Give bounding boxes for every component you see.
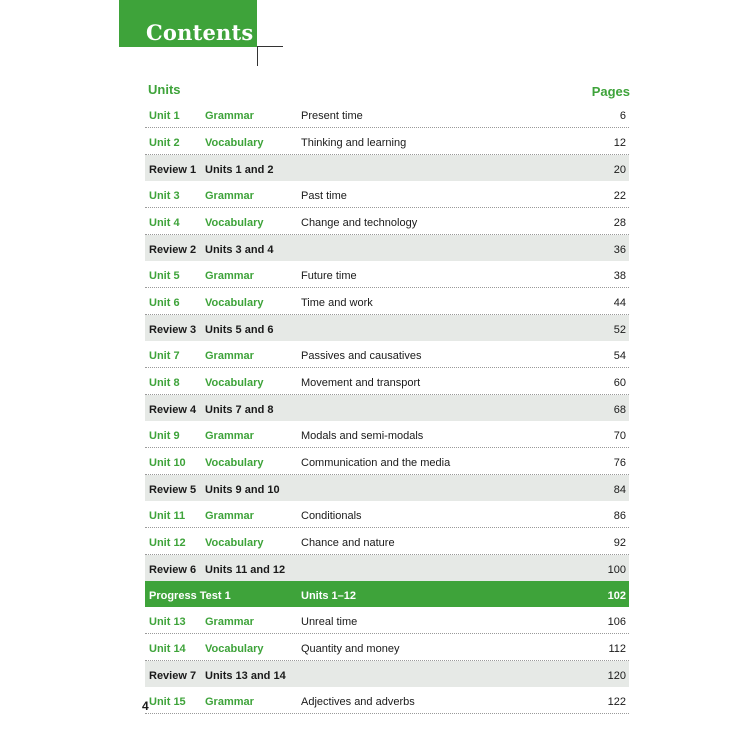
toc-row-unit [145, 181, 629, 208]
toc-row-unit [145, 528, 629, 555]
toc-page-number: 28 [613, 217, 626, 229]
toc-page-number: 52 [613, 324, 626, 336]
toc-topic-label: Chance and nature [301, 537, 395, 549]
toc-page-number: 100 [607, 564, 626, 576]
toc-unit-label: Unit 15 [149, 696, 186, 708]
toc-unit-label: Review 7 [149, 670, 197, 682]
toc-row-unit [145, 448, 629, 475]
toc-unit-label: Review 5 [149, 484, 197, 496]
toc-row-progress-test [145, 581, 629, 607]
toc-row-unit [145, 208, 629, 235]
toc-area-label: Vocabulary [205, 457, 264, 469]
toc-unit-label: Unit 4 [149, 217, 180, 229]
toc-row-unit [145, 634, 629, 661]
toc-area-label: Units 11 and 12 [205, 564, 286, 576]
page-title: Contents [146, 20, 254, 45]
toc-page-number: 84 [613, 484, 626, 496]
toc-page-number: 44 [613, 297, 626, 309]
toc-topic-label: Past time [301, 190, 347, 202]
toc-row-unit [145, 128, 629, 155]
toc-topic-label: Unreal time [301, 616, 358, 628]
toc-unit-label: Unit 5 [149, 270, 180, 282]
toc-unit-label: Unit 8 [149, 377, 180, 389]
toc-page-number: 86 [613, 510, 626, 522]
toc-page-number: 36 [613, 244, 626, 256]
toc-unit-label: Unit 12 [149, 537, 186, 549]
toc-page-number: 92 [613, 537, 626, 549]
contents-table [145, 101, 629, 714]
toc-topic-label: Communication and the media [301, 457, 451, 469]
toc-row-unit [145, 101, 629, 128]
toc-unit-label: Unit 2 [149, 137, 180, 149]
toc-topic-label: Modals and semi-modals [301, 430, 424, 442]
toc-page-number: 68 [613, 404, 626, 416]
toc-area-label: Grammar [205, 430, 254, 442]
toc-page-number: 102 [607, 590, 626, 602]
toc-row-review [145, 315, 629, 341]
toc-unit-label: Unit 1 [149, 110, 180, 122]
toc-row-review [145, 235, 629, 261]
toc-unit-label: Review 2 [149, 244, 197, 256]
toc-area-label: Vocabulary [205, 137, 264, 149]
toc-unit-label: Review 1 [149, 164, 197, 176]
toc-topic-label: Units 1–12 [301, 590, 357, 602]
toc-area-label: Units 1 and 2 [205, 164, 274, 176]
toc-area-label: Vocabulary [205, 377, 264, 389]
toc-row-unit [145, 421, 629, 448]
toc-page-number: 70 [613, 430, 626, 442]
toc-page-number: 6 [619, 110, 626, 122]
title-rule-vertical [257, 46, 258, 66]
toc-area-label: Units 7 and 8 [205, 404, 274, 416]
toc-row-unit [145, 501, 629, 528]
toc-area-label: Grammar [205, 270, 254, 282]
toc-area-label: Vocabulary [205, 297, 264, 309]
toc-row-unit [145, 288, 629, 315]
page-number: 4 [142, 699, 149, 713]
toc-area-label: Units 5 and 6 [205, 324, 274, 336]
toc-area-label: Vocabulary [205, 643, 264, 655]
toc-page-number: 106 [607, 616, 626, 628]
toc-row-unit [145, 261, 629, 288]
toc-page-number: 60 [613, 377, 626, 389]
toc-topic-label: Present time [301, 110, 363, 122]
toc-unit-label: Unit 6 [149, 297, 180, 309]
toc-topic-label: Passives and causatives [301, 350, 422, 362]
toc-topic-label: Conditionals [301, 510, 362, 522]
toc-unit-label: Unit 9 [149, 430, 180, 442]
toc-area-label: Grammar [205, 616, 254, 628]
toc-unit-label: Unit 11 [149, 510, 186, 522]
toc-unit-label: Review 3 [149, 324, 197, 336]
toc-topic-label: Thinking and learning [301, 137, 407, 149]
toc-unit-label: Unit 13 [149, 616, 186, 628]
toc-area-label: Grammar [205, 350, 254, 362]
toc-area-label: Units 3 and 4 [205, 244, 274, 256]
toc-row-unit [145, 607, 629, 634]
pages-header: Pages [591, 84, 630, 99]
toc-row-unit [145, 687, 629, 714]
title-rule-horizontal [257, 46, 283, 47]
toc-area-label: Grammar [205, 110, 254, 122]
toc-area-label: Grammar [205, 190, 254, 202]
toc-unit-label: Progress Test 1 [149, 590, 231, 602]
toc-page-number: 20 [613, 164, 626, 176]
units-header: Units [148, 82, 181, 97]
toc-row-unit [145, 368, 629, 395]
toc-page-number: 22 [613, 190, 626, 202]
toc-area-label: Grammar [205, 696, 254, 708]
toc-row-review [145, 555, 629, 581]
toc-topic-label: Time and work [301, 297, 373, 309]
toc-unit-label: Unit 14 [149, 643, 186, 655]
toc-page-number: 38 [613, 270, 626, 282]
toc-row-review [145, 155, 629, 181]
toc-unit-label: Unit 3 [149, 190, 180, 202]
toc-area-label: Vocabulary [205, 537, 264, 549]
toc-page-number: 120 [607, 670, 626, 682]
toc-unit-label: Unit 7 [149, 350, 180, 362]
toc-topic-label: Movement and transport [301, 377, 421, 389]
toc-area-label: Units 9 and 10 [205, 484, 280, 496]
toc-topic-label: Adjectives and adverbs [301, 696, 415, 708]
toc-row-review [145, 475, 629, 501]
toc-topic-label: Change and technology [301, 217, 418, 229]
toc-row-review [145, 661, 629, 687]
toc-unit-label: Review 4 [149, 404, 197, 416]
toc-page-number: 112 [608, 643, 626, 655]
toc-area-label: Units 13 and 14 [205, 670, 286, 682]
toc-row-unit [145, 341, 629, 368]
toc-area-label: Grammar [205, 510, 254, 522]
toc-row-review [145, 395, 629, 421]
toc-area-label: Vocabulary [205, 217, 264, 229]
toc-topic-label: Future time [301, 270, 357, 282]
toc-page-number: 12 [613, 137, 626, 149]
toc-unit-label: Unit 10 [149, 457, 186, 469]
toc-page-number: 76 [613, 457, 626, 469]
toc-topic-label: Quantity and money [301, 643, 400, 655]
toc-page-number: 122 [607, 696, 626, 708]
toc-page-number: 54 [613, 350, 626, 362]
toc-unit-label: Review 6 [149, 564, 197, 576]
